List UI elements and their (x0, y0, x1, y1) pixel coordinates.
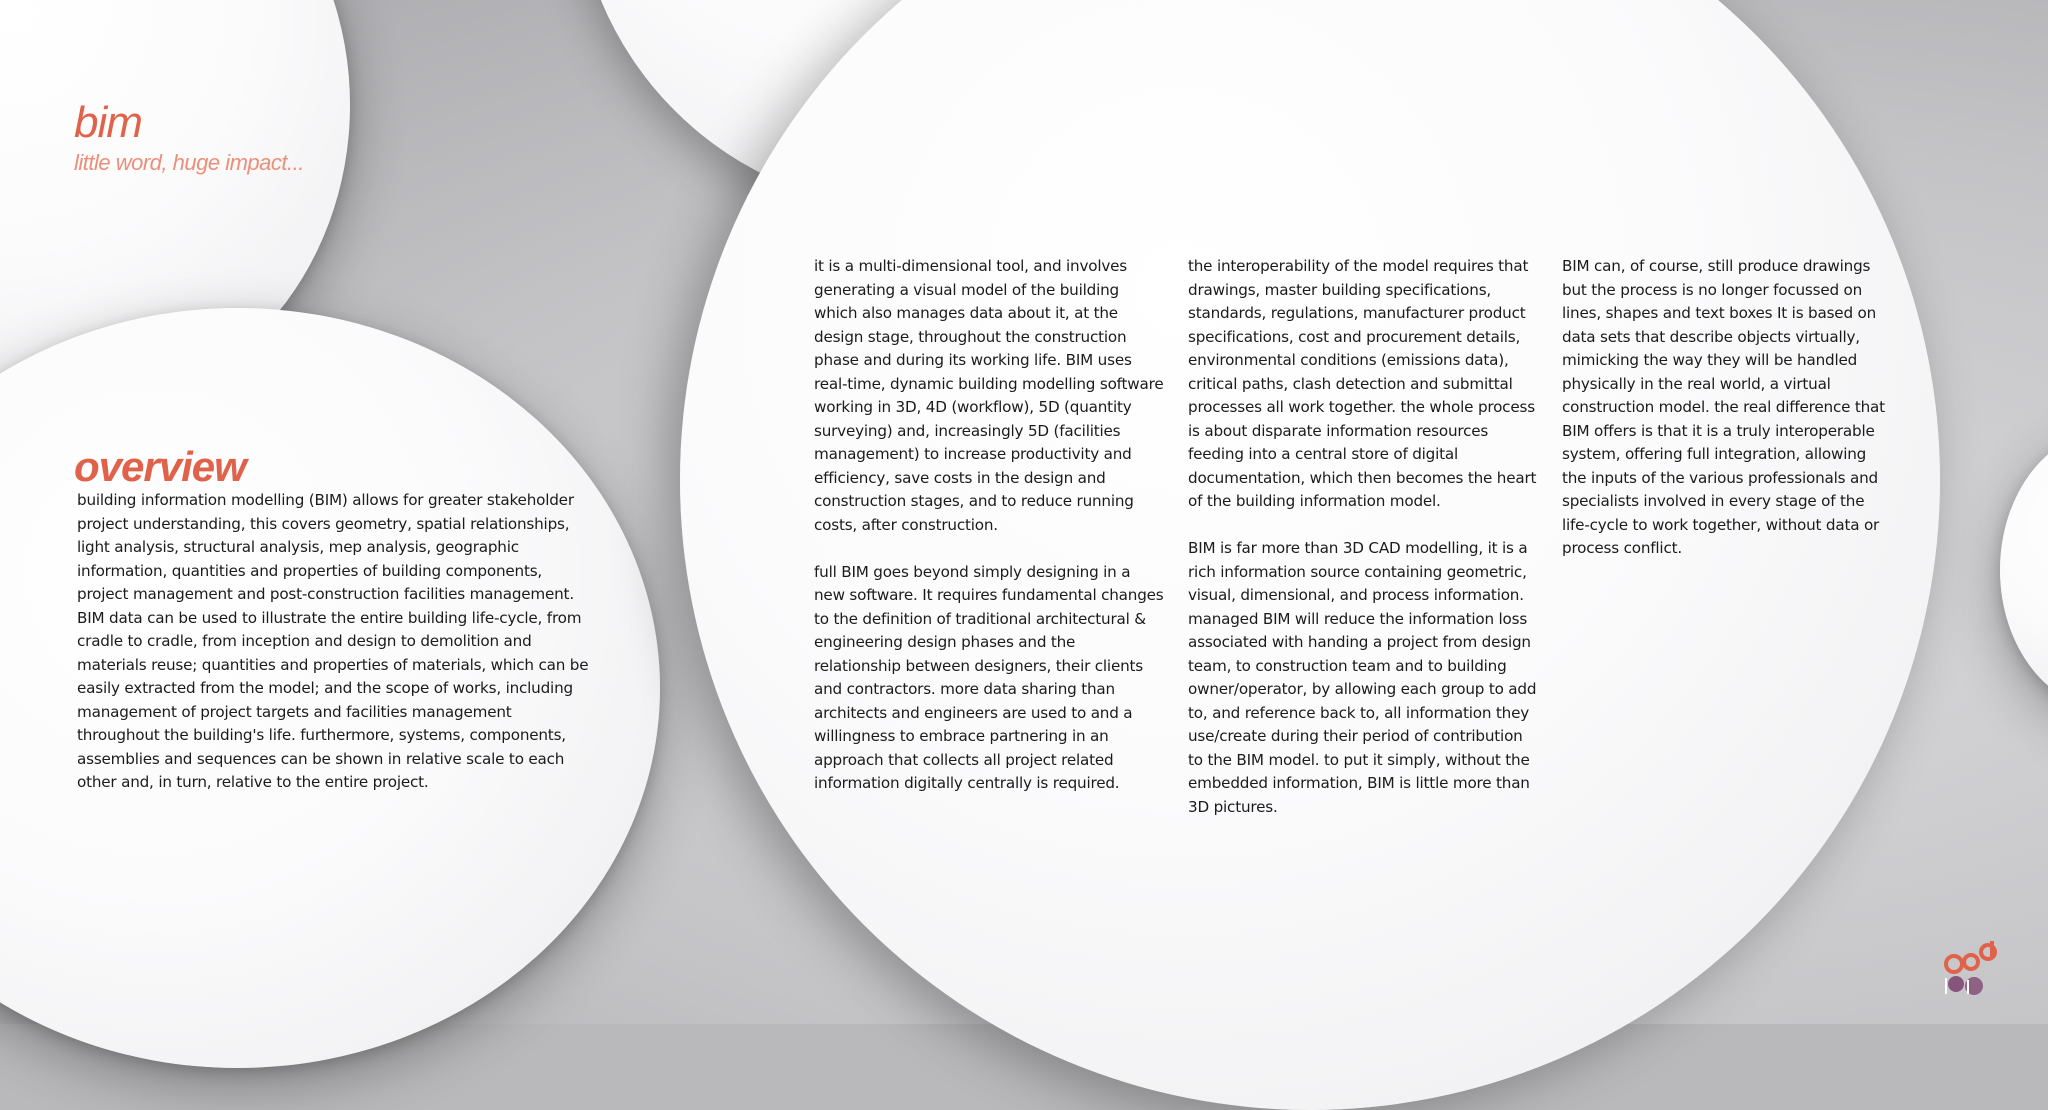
paragraph: it is a multi-dimensional tool, and involves generating a visual model of the building which also manages data about it, at the design stage, throughout the construction phase and during its working life. BIM uses real-time, dynamic building modelling software working in 3D, 4D (workflow), 5D (quantity surveying) and, increasingly 5D (facilities management) to increase productivity and efficiency, save costs in the design and construction stages, and to reduce running costs, after construction. (814, 257, 1164, 534)
page-title: bim (74, 98, 142, 147)
text-column-3 (1562, 255, 1892, 584)
paragraph: the interoperability of the model requires that drawings, master building specifications, standards, regulations, manufacturer product specifications, cost and procurement details, environmental conditions (emissions data), critical paths, clash detection and submittal processes all work together. the whole process is about disparate information resources feeding into a central store of digital documentation, which then becomes the heart of the building information model. (1188, 257, 1537, 510)
page-tagline: little word, huge impact... (74, 150, 304, 175)
text-column-2 (1188, 255, 1538, 843)
overview-paragraph: building information modelling (BIM) allows for greater stakeholder project understanding, this covers geometry, spatial relationships, light analysis, structural analysis, mep analysis, geographic information, quantities and properties of building components, project management and post-construction facilities management. BIM data can be used to illustrate the entire building life-cycle, from cradle to cradle, from inception and design to demolition and materials reuse; quantities and properties of materials, which can be easily extracted from the model; and the scope of works, including management of project targets and facilities management throughout the building's life. furthermore, systems, components, assemblies and sequences can be shown in relative scale to each other and, in turn, relative to the entire project. (77, 491, 589, 791)
text-column-1 (814, 255, 1164, 819)
paragraph: full BIM goes beyond simply designing in a new software. It requires fundamental changes to the definition of traditional architectural & engineering design phases and the relationship between designers, their clients and contractors. more data sharing than architects and engineers are used to and a willingness to embrace partnering in an approach that collects all project related information digitally centrally is required. (814, 562, 1164, 792)
paragraph: BIM is far more than 3D CAD modelling, it is a rich information source containing geometric, visual, dimensional, and process information. managed BIM will reduce the information loss associated with handing a project from design team, to construction team and to building owner/operator, by allowing each group to add to, and reference back to, all information they use/create during their period of contribution to the BIM model. to put it simply, without the embedded information, BIM is little more than 3D pictures. (1188, 539, 1537, 816)
company-logo-icon (1940, 938, 2002, 1000)
section-heading-overview: overview (74, 443, 246, 490)
paragraph: BIM can, of course, still produce drawings but the process is no longer focussed on lines, shapes and text boxes It is based on data sets that describe objects virtually, mimicking the way they will be handled physically in the real world, a virtual construction model. the real difference that BIM offers is that it is a truly interoperable system, offering full integration, allowing the inputs of the various professionals and specialists involved in every stage of the life-cycle to work together, without data or process conflict. (1562, 257, 1885, 557)
